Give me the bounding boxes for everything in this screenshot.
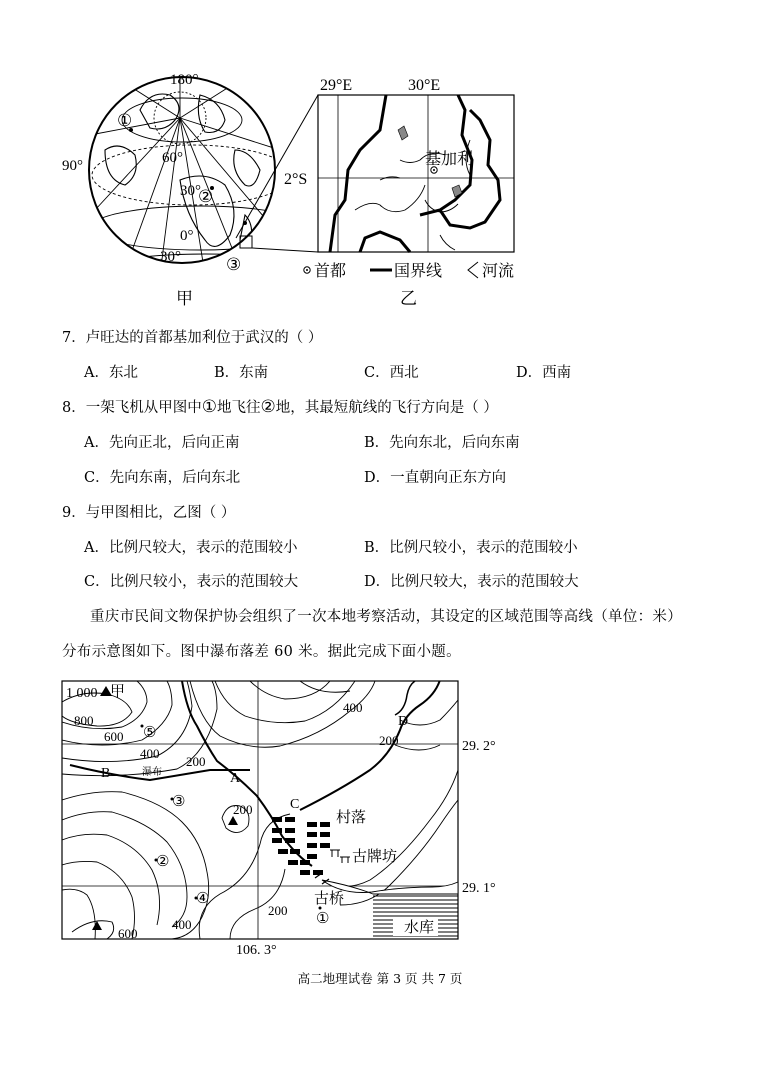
village-blocks (272, 817, 330, 875)
globe-label-30s: 30° (160, 249, 181, 265)
inset-lat-2s: 2°S (284, 171, 308, 188)
globe-figure (0, 0, 760, 320)
label-400c: 400 (172, 917, 192, 932)
inset-border (330, 95, 500, 252)
legend-border: 国界线 (394, 263, 443, 280)
question-7-option-d: D．西南 (516, 365, 572, 381)
question-8-stem-part2: 地飞往 (216, 400, 261, 416)
label-200b: 200 (379, 733, 399, 748)
question-9-stem: 9．与甲图相比，乙图（ ） (62, 505, 236, 521)
label-waterfall: 瀑布 (142, 767, 162, 778)
label-400b: 400 (343, 700, 363, 715)
river-tributary-d (300, 680, 440, 810)
label-200d: 200 (268, 903, 288, 918)
question-8-stem-part3: 地，其最短航线的飞行方向是（ ） (275, 400, 498, 416)
question-8-option-b: B．先向东北，后向东南 (364, 435, 520, 451)
question-9-option-b: B．比例尺较小，表示的范围较小 (364, 540, 578, 556)
question-8-option-a: A．先向正北，后向正南 (84, 435, 240, 451)
label-archway: 古牌坊 (352, 849, 398, 865)
globe-label-180: 180° (170, 72, 199, 88)
question-8-marker-1: ① (201, 397, 217, 417)
inset-capital-name: 基加利 (425, 151, 474, 168)
label-point-4: ④ (196, 891, 210, 907)
label-point-3: ③ (172, 794, 186, 810)
globe-point-3: ③ (226, 255, 242, 274)
question-7-option-a: A．东北 (84, 365, 138, 381)
label-lat-29-1: 29. 1° (462, 881, 496, 896)
peak-mound-symbol (228, 816, 238, 825)
lat-line-30s (105, 254, 305, 282)
page-footer: 高二地理试卷 第 3 页 共 7 页 (297, 971, 463, 986)
question-7-option-c: C．西北 (364, 365, 419, 381)
intro-line-2: 分布示意图如下。图中瀑布落差 60 米。据此完成下面小题。 (62, 644, 461, 660)
question-8-option-d: D．一直朝向正东方向 (364, 470, 507, 486)
globe-label-0: 0° (180, 228, 194, 244)
question-8-stem (62, 396, 498, 417)
question-8-marker-2: ② (260, 397, 276, 417)
inset-caption: 乙 (400, 289, 417, 308)
label-lon-106-3: 106. 3° (236, 943, 277, 958)
contour-map-figure (0, 670, 760, 960)
label-reservoir: 水库 (404, 920, 435, 936)
globe-label-60: 60° (162, 150, 183, 166)
label-200c: 200 (233, 802, 253, 817)
peak-lower-left-symbol (92, 921, 102, 930)
question-7-stem: 7．卢旺达的首都基加利位于武汉的（ ） (62, 330, 323, 346)
label-point-5: ⑤ (143, 725, 157, 741)
question-9-option-d: D．比例尺较大，表示的范围较大 (364, 574, 579, 590)
label-village: 村落 (336, 810, 367, 826)
label-jia: 甲 (110, 684, 126, 700)
label-600b: 600 (118, 926, 138, 941)
label-200a: 200 (186, 754, 206, 769)
label-point-d: D (398, 714, 409, 729)
label-point-c: C (290, 797, 300, 812)
inset-lon-30: 30°E (408, 77, 441, 94)
question-8-stem-part1: 8．一架飞机从甲图中 (62, 400, 202, 416)
question-7-option-b: B．东南 (214, 365, 269, 381)
question-9-option-a: A．比例尺较大，表示的范围较小 (84, 540, 298, 556)
globe-point-1: ① (117, 111, 133, 130)
question-8-option-c: C．先向东南，后向东北 (84, 470, 241, 486)
globe-point-2: ② (198, 187, 214, 206)
legend-river: 河流 (482, 263, 515, 280)
label-600a: 600 (104, 729, 124, 744)
globe-label-30: 30° (180, 183, 201, 199)
label-peak-1000: 1 000 (66, 686, 98, 701)
label-400a: 400 (140, 746, 160, 761)
globe-caption: 甲 (176, 289, 193, 308)
label-point-a: A (230, 771, 241, 786)
legend-river-symbol (468, 262, 478, 278)
inset-lon-29: 29°E (320, 77, 353, 94)
globe-label-90: 90° (62, 158, 83, 174)
legend-capital: 首都 (314, 263, 347, 280)
label-800: 800 (74, 713, 94, 728)
question-9-option-c: C．比例尺较小，表示的范围较大 (84, 574, 299, 590)
label-point-b: B (101, 766, 111, 781)
label-bridge: 古桥 (314, 891, 345, 907)
label-point-1: ① (316, 911, 330, 927)
archway-symbol (330, 850, 350, 863)
intro-line-1: 重庆市民间文物保护协会组织了一次本地考察活动，其设定的区域范围等高线（单位：米） (90, 609, 682, 625)
label-point-2: ② (156, 854, 170, 870)
label-lat-29-2: 29. 2° (462, 739, 496, 754)
